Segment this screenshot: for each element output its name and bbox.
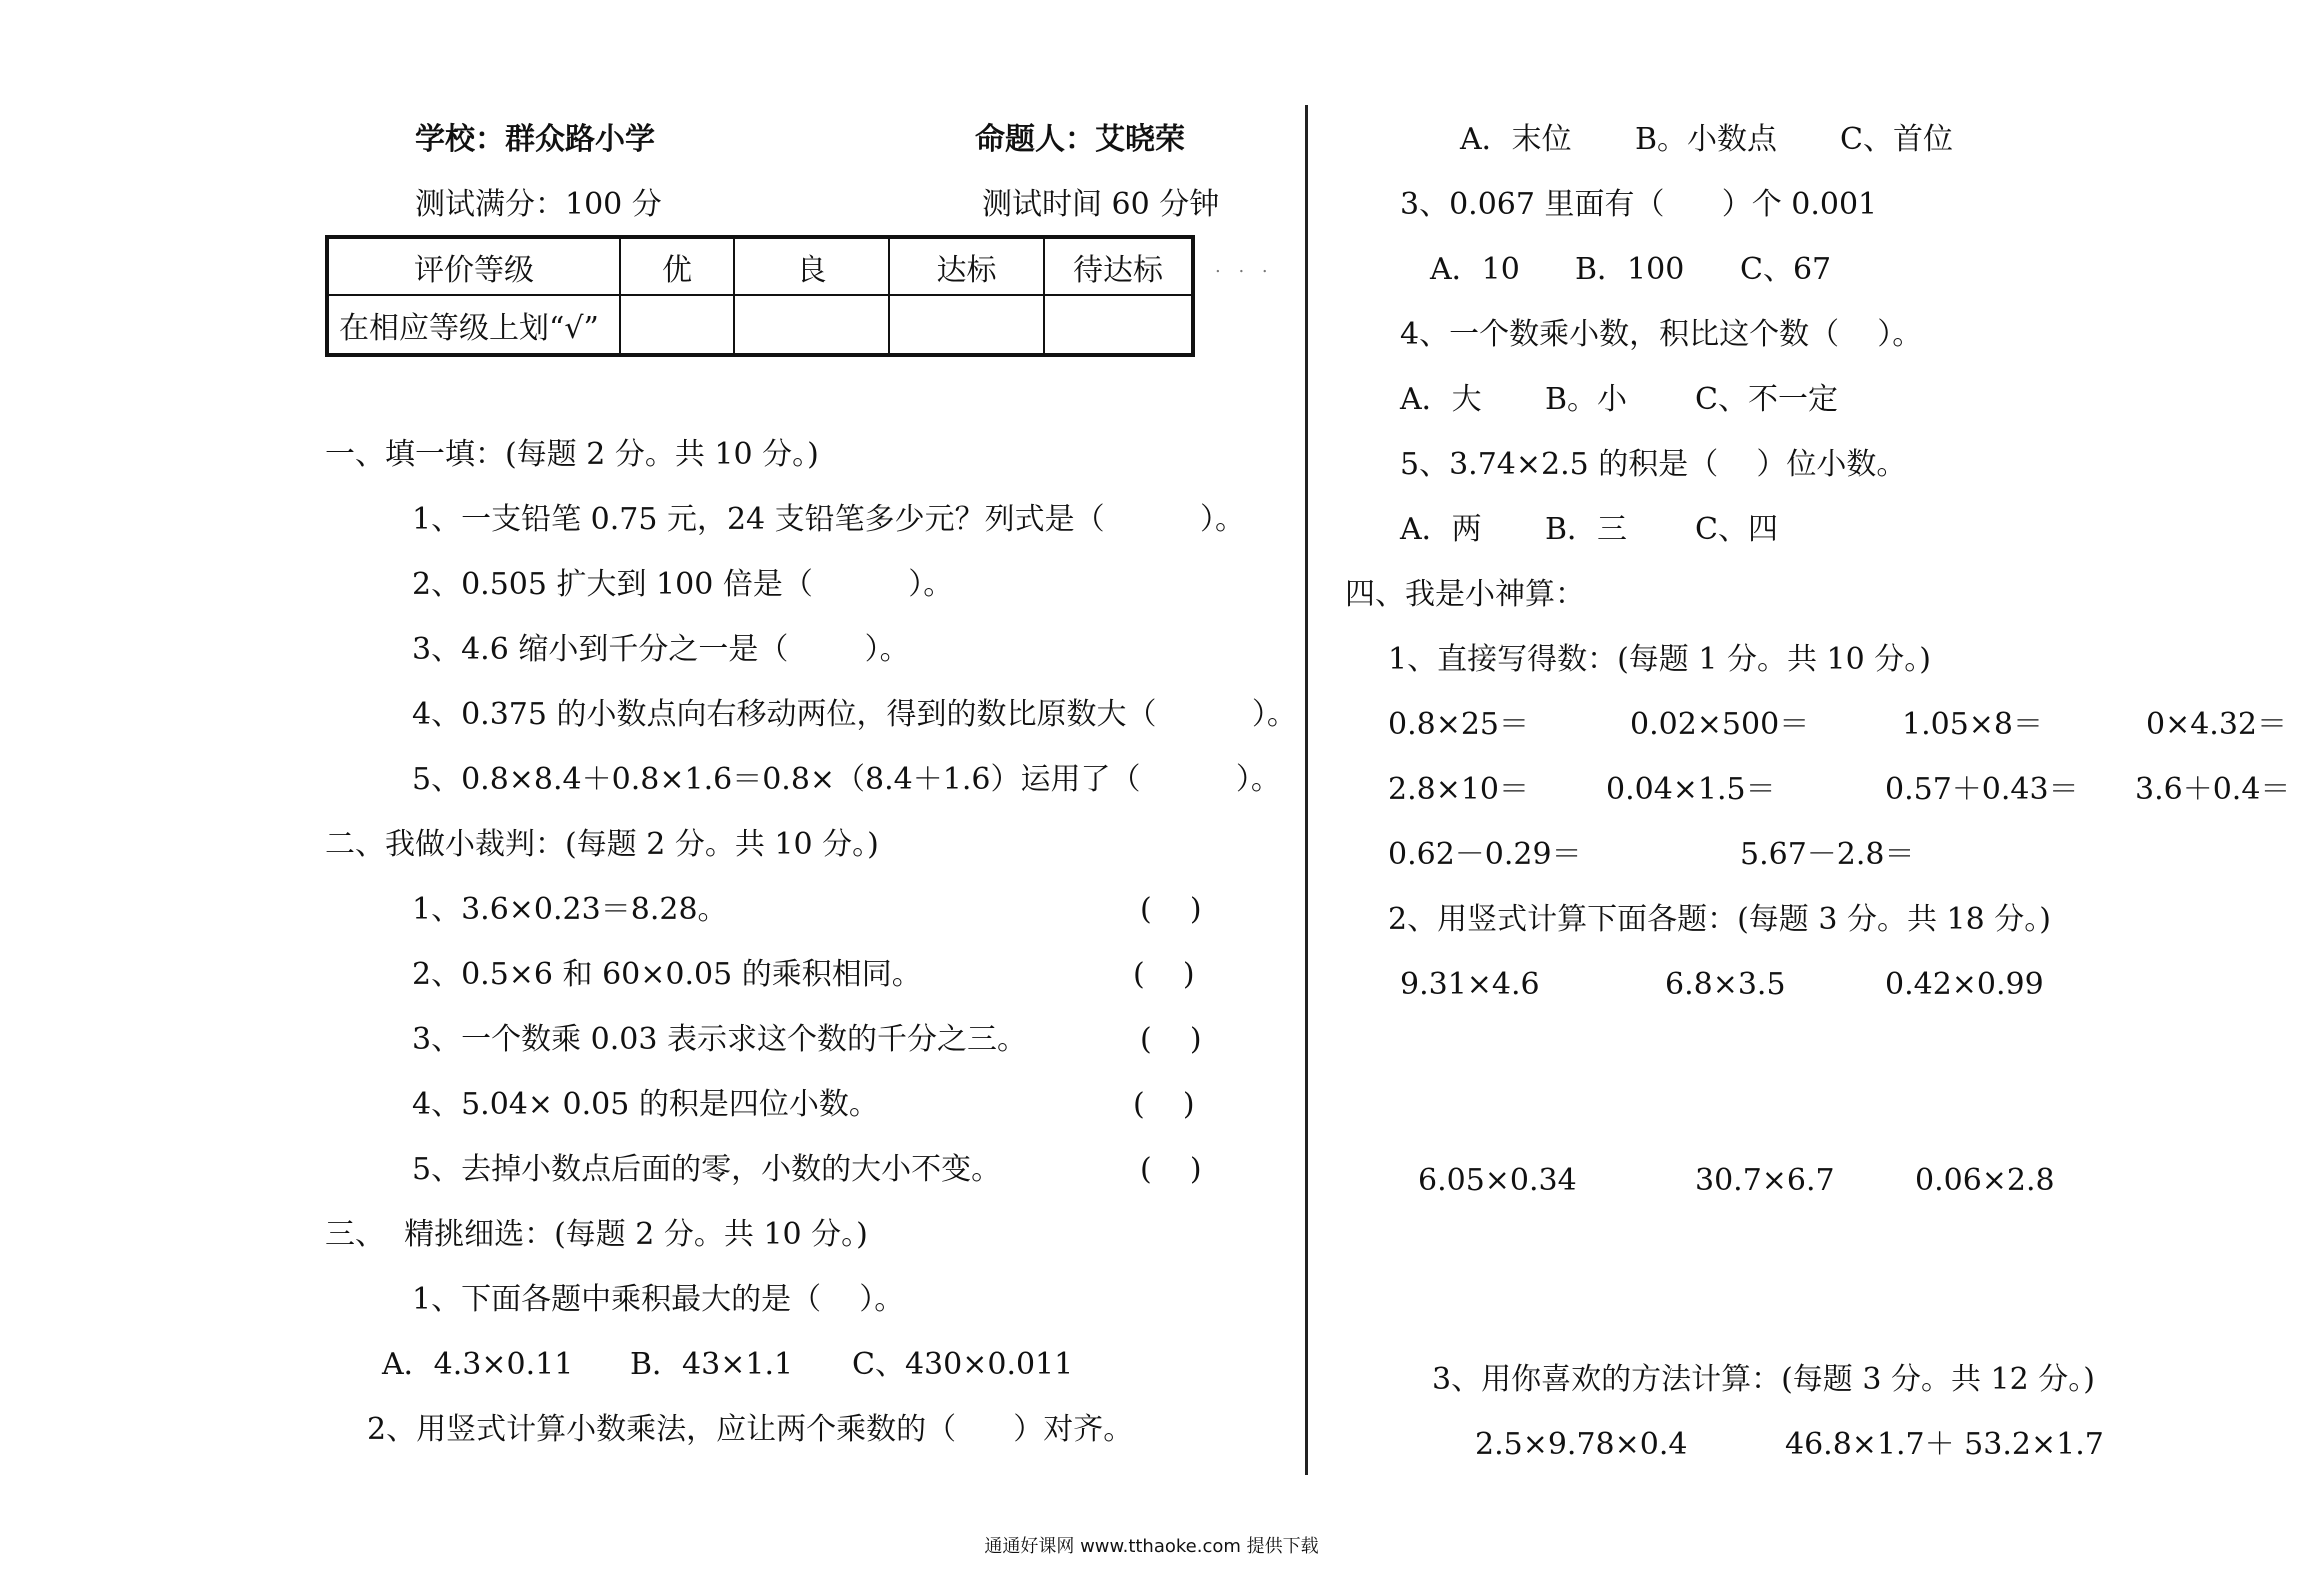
column-divider	[1305, 105, 1308, 1475]
section3-q2: 2、用竖式计算小数乘法，应让两个乘数的（ ）对齐。	[367, 1412, 1134, 1447]
q2-option-c[interactable]: C、首位	[1840, 122, 1953, 157]
grade-table	[325, 235, 1195, 357]
mental-problem: 3.6＋0.4＝	[2135, 772, 2291, 807]
grade-header-excellent: 优	[620, 237, 734, 295]
free-problem: 2.5×9.78×0.4	[1475, 1427, 1688, 1462]
judge-bracket[interactable]: ( )	[1140, 892, 1202, 927]
section4-title: 四、我是小神算：	[1345, 577, 1585, 612]
q5-option-a[interactable]: A．两	[1400, 512, 1482, 547]
q4-option-a[interactable]: A．大	[1400, 382, 1482, 417]
q4-option-b[interactable]: B。小	[1545, 382, 1628, 417]
mental-problem: 5.67－2.8＝	[1740, 837, 1915, 872]
section1-title: 一、填一填：(每题 2 分。共 10 分。)	[325, 437, 819, 472]
q1-option-c[interactable]: C、430×0.011	[852, 1347, 1074, 1382]
grade-header-good: 良	[734, 237, 889, 295]
section1-item: 4、0.375 的小数点向右移动两位，得到的数比原数大（ ）。	[412, 697, 1297, 732]
q4-option-c[interactable]: C、不一定	[1695, 382, 1838, 417]
grade-cell-good[interactable]	[734, 295, 889, 355]
grade-header-fail: 待达标	[1044, 237, 1193, 295]
mental-problem: 0.57＋0.43＝	[1885, 772, 2079, 807]
footer-credit: 通通好课网 www.tthaoke.com 提供下载	[984, 1536, 1319, 1557]
vertical-problem: 6.8×3.5	[1665, 967, 1786, 1002]
section4-sub1: 1、直接写得数：(每题 1 分。共 10 分。)	[1388, 642, 1931, 677]
vertical-problem: 6.05×0.34	[1418, 1163, 1577, 1198]
grade-row-label: 在相应等级上划“√”	[327, 295, 620, 355]
section3-title: 三、 精挑细选：(每题 2 分。共 10 分。)	[325, 1217, 868, 1252]
section2-title: 二、我做小裁判：(每题 2 分。共 10 分。)	[325, 827, 879, 862]
author-name: 命题人：艾晓荣	[975, 122, 1185, 157]
section4-sub3: 3、用你喜欢的方法计算：(每题 3 分。共 12 分。)	[1432, 1362, 2095, 1397]
section1-item: 2、0.505 扩大到 100 倍是（ ）。	[412, 567, 954, 602]
q3-option-a[interactable]: A．10	[1430, 252, 1520, 287]
mental-problem: 2.8×10＝	[1388, 772, 1530, 807]
q2-option-b[interactable]: B。小数点	[1635, 122, 1778, 157]
test-time: 测试时间 60 分钟	[982, 187, 1220, 222]
vertical-problem: 30.7×6.7	[1695, 1163, 1835, 1198]
q2-option-a[interactable]: A．末位	[1460, 122, 1572, 157]
section1-item: 1、一支铅笔 0.75 元，24 支铅笔多少元？列式是（ ）。	[412, 502, 1246, 537]
q3-option-c[interactable]: C、67	[1740, 252, 1832, 287]
section3-q5: 5、3.74×2.5 的积是（ ）位小数。	[1400, 447, 1907, 482]
section2-item: 4、5.04× 0.05 的积是四位小数。	[412, 1087, 879, 1122]
judge-bracket[interactable]: ( )	[1133, 1087, 1195, 1122]
section2-item: 5、去掉小数点后面的零，小数的大小不变。	[412, 1152, 1002, 1187]
grade-header-level: 评价等级	[327, 237, 620, 295]
section4-sub2: 2、用竖式计算下面各题：(每题 3 分。共 18 分。)	[1388, 902, 2051, 937]
grade-header-pass: 达标	[889, 237, 1044, 295]
full-score: 测试满分：100 分	[415, 187, 662, 222]
q5-option-b[interactable]: B．三	[1545, 512, 1628, 547]
mental-problem: 1.05×8＝	[1902, 707, 2044, 742]
judge-bracket[interactable]: ( )	[1140, 1022, 1202, 1057]
section2-item: 2、0.5×6 和 60×0.05 的乘积相同。	[412, 957, 922, 992]
mental-problem: 0.62－0.29＝	[1388, 837, 1582, 872]
section1-item: 3、4.6 缩小到千分之一是（ ）。	[412, 632, 910, 667]
grade-cell-excellent[interactable]	[620, 295, 734, 355]
section3-q1: 1、下面各题中乘积最大的是（ ）。	[412, 1282, 905, 1317]
judge-bracket[interactable]: ( )	[1133, 957, 1195, 992]
q3-option-b[interactable]: B．100	[1575, 252, 1685, 287]
section2-item: 3、一个数乘 0.03 表示求这个数的千分之三。	[412, 1022, 1027, 1057]
q1-option-b[interactable]: B．43×1.1	[630, 1347, 794, 1382]
school-name: 学校：群众路小学	[415, 122, 655, 157]
grade-cell-fail[interactable]	[1044, 295, 1193, 355]
q5-option-c[interactable]: C、四	[1695, 512, 1778, 547]
section1-item: 5、0.8×8.4＋0.8×1.6＝0.8×（8.4＋1.6）运用了（ ）。	[412, 762, 1281, 797]
section3-q3: 3、0.067 里面有（ ）个 0.001	[1400, 187, 1878, 222]
q1-option-a[interactable]: A．4.3×0.11	[382, 1347, 574, 1382]
free-problem: 46.8×1.7＋ 53.2×1.7	[1785, 1427, 2104, 1462]
vertical-problem: 0.42×0.99	[1885, 967, 2044, 1002]
grade-cell-pass[interactable]	[889, 295, 1044, 355]
mental-problem: 0.04×1.5＝	[1606, 772, 1776, 807]
judge-bracket[interactable]: ( )	[1140, 1152, 1202, 1187]
decorative-dots: . . .	[1215, 256, 1274, 277]
vertical-problem: 0.06×2.8	[1915, 1163, 2055, 1198]
section2-item: 1、3.6×0.23＝8.28。	[412, 892, 728, 927]
section3-q4: 4、一个数乘小数，积比这个数（ ）。	[1400, 317, 1923, 352]
vertical-problem: 9.31×4.6	[1400, 967, 1540, 1002]
mental-problem: 0×4.32＝	[2146, 707, 2288, 742]
mental-problem: 0.8×25＝	[1388, 707, 1530, 742]
mental-problem: 0.02×500＝	[1630, 707, 1810, 742]
